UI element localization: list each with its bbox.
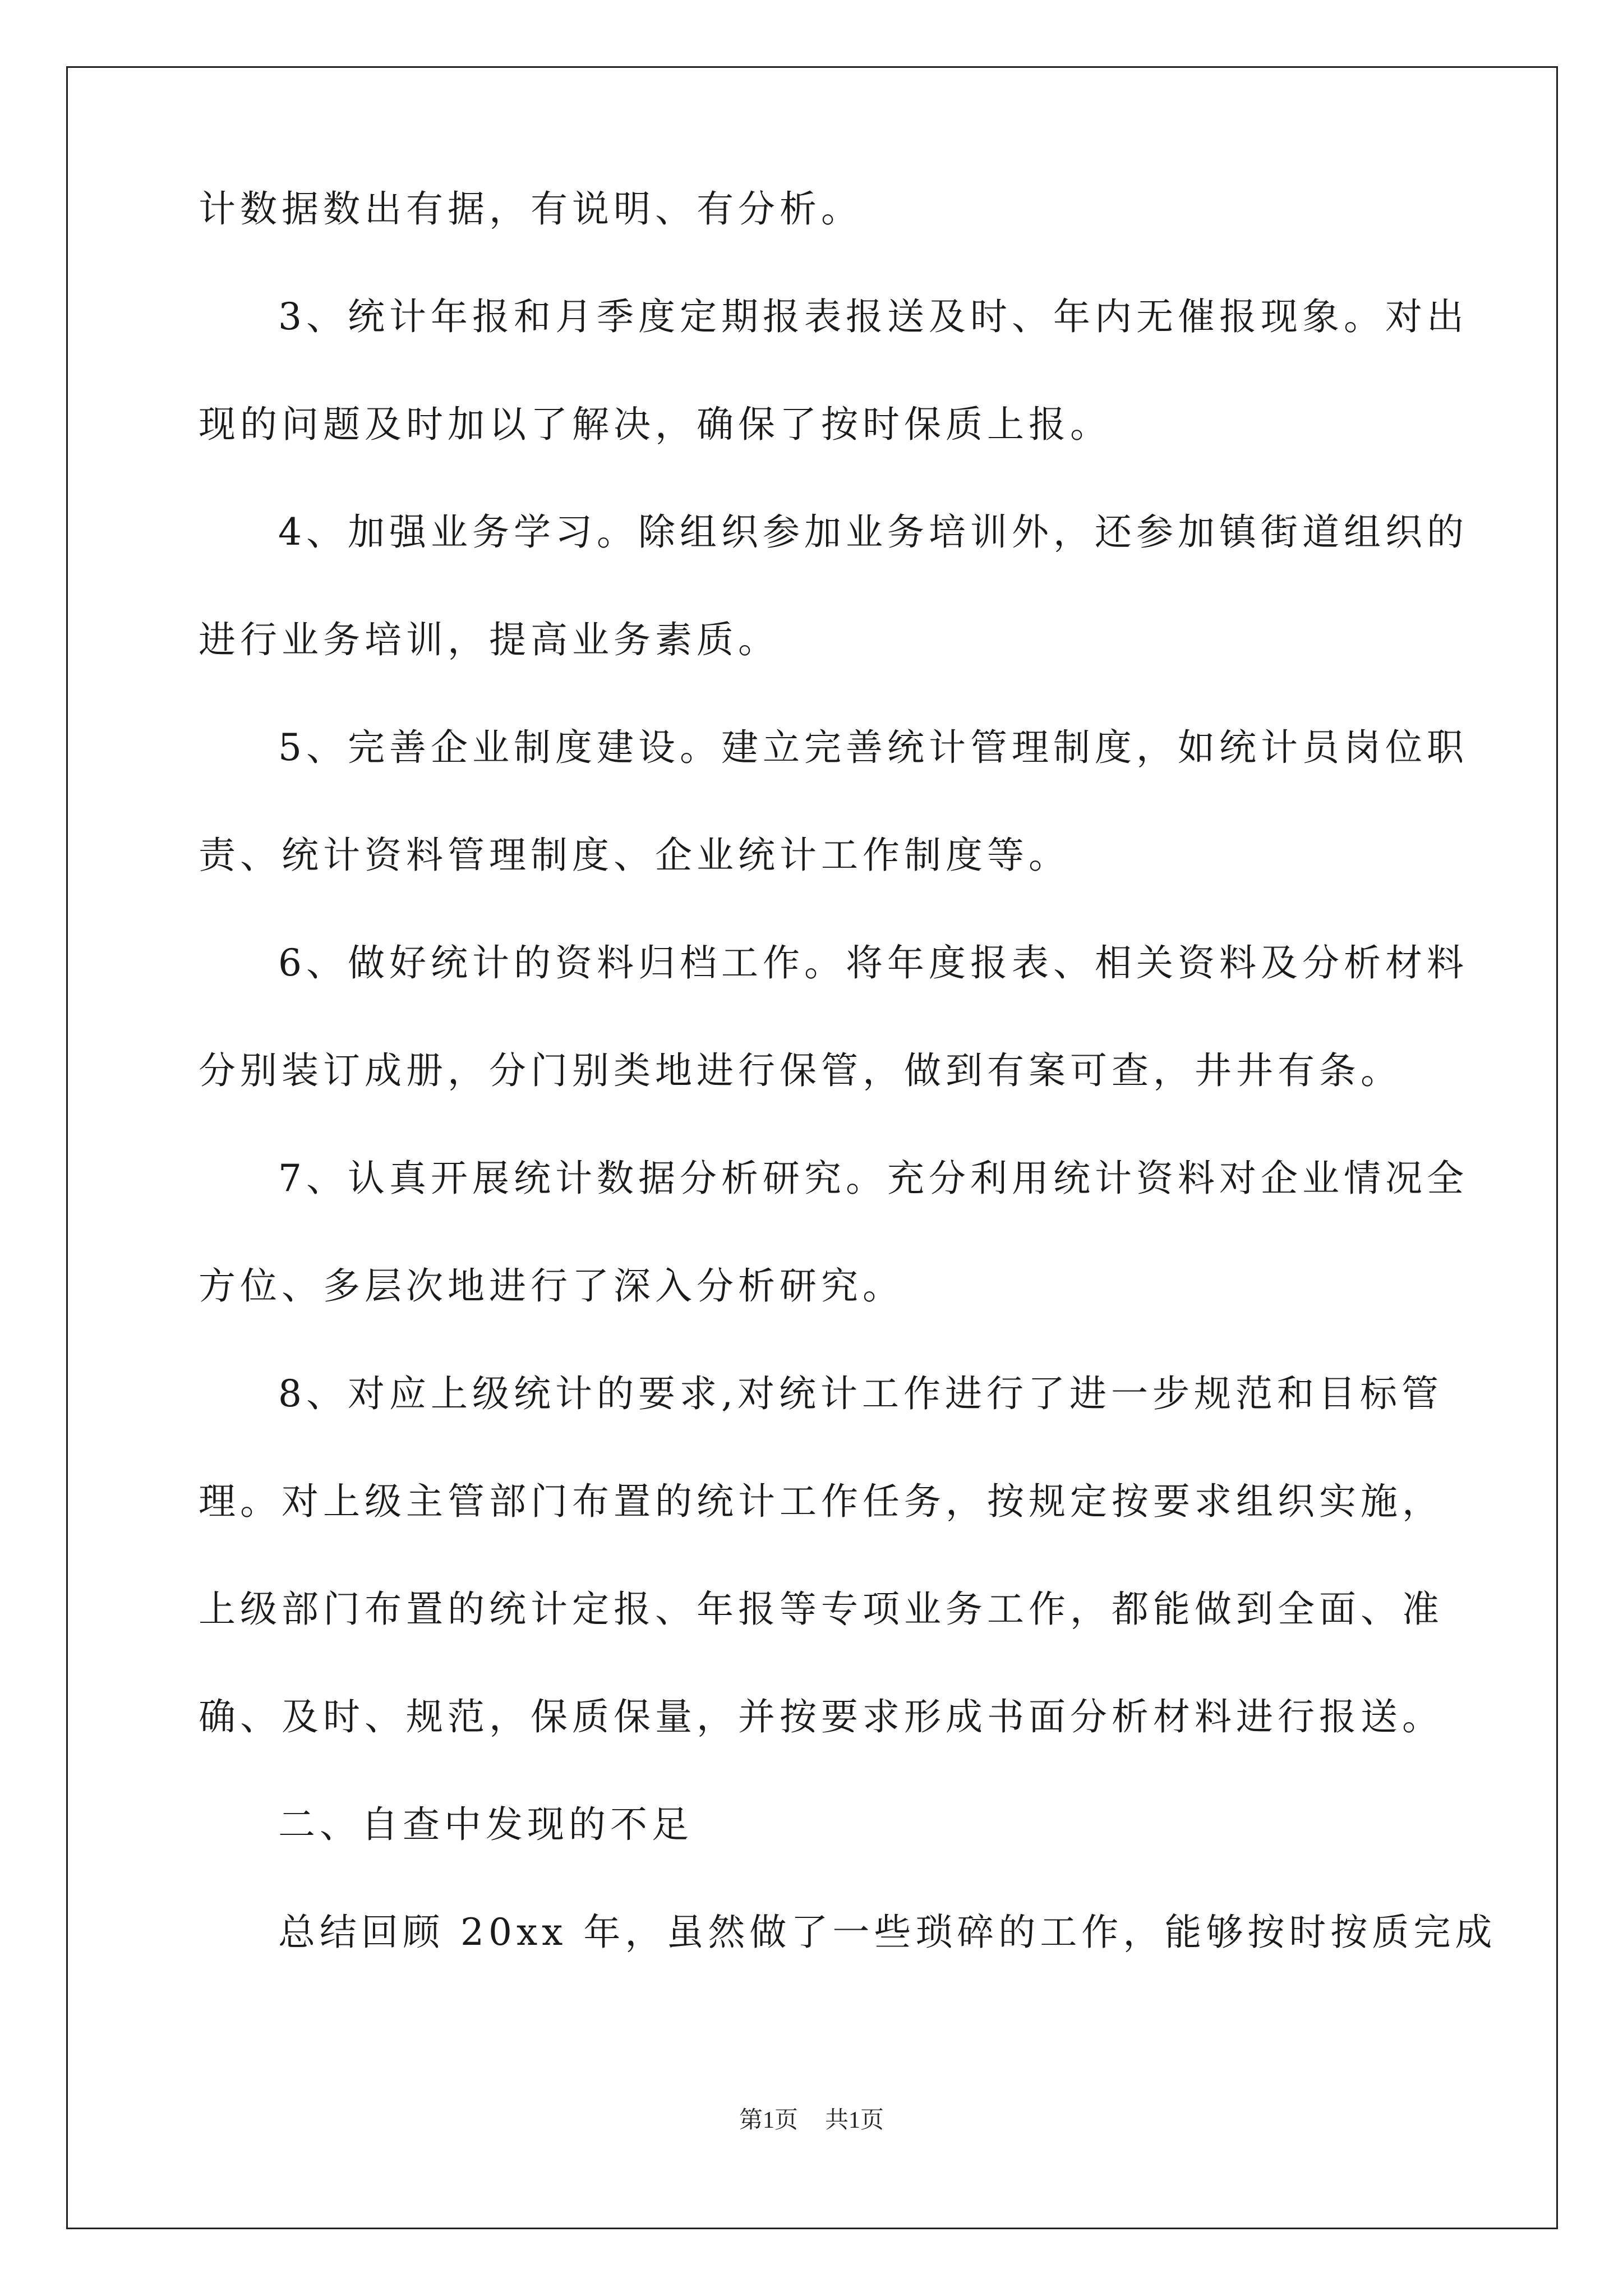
text-line-10: 7、认真开展统计数据分析研究。充分利用统计资料对企业情况全: [278, 1157, 1468, 1200]
text-line-4: 4、加强业务学习。除组织参加业务培训外，还参加镇街道组织的: [278, 510, 1468, 554]
text-line-1: 计数据数出有据，有说明、有分析。: [199, 187, 863, 231]
text-line-6: 5、完善企业制度建设。建立完善统计管理制度，如统计员岗位职: [278, 726, 1468, 769]
text-line-12: 8、对应上级统计的要求,对统计工作进行了进一步规范和目标管: [278, 1372, 1443, 1415]
section-heading: 二、自查中发现的不足: [278, 1803, 693, 1846]
text-line-9: 分别装订成册，分门别类地进行保管，做到有案可查，井井有条。: [199, 1049, 1402, 1092]
text-line-14: 上级部门布置的统计定报、年报等专项业务工作，都能做到全面、准: [199, 1588, 1444, 1631]
document-body: [199, 187, 1497, 2022]
text-line-3: 现的问题及时加以了解决，确保了按时保质上报。: [199, 403, 1112, 446]
text-line-17: 总结回顾 20xx 年，虽然做了一些琐碎的工作，能够按时按质完成: [278, 1911, 1497, 1954]
text-line-8: 6、做好统计的资料归档工作。将年度报表、相关资料及分析材料: [278, 941, 1468, 984]
page-total: 共1页: [825, 2108, 884, 2133]
text-line-2: 3、统计年报和月季度定期报表报送及时、年内无催报现象。对出: [278, 295, 1468, 338]
text-line-7: 责、统计资料管理制度、企业统计工作制度等。: [199, 834, 1070, 877]
text-line-11: 方位、多层次地进行了深入分析研究。: [199, 1264, 904, 1308]
text-line-13: 理。对上级主管部门布置的统计工作任务，按规定按要求组织实施，: [199, 1480, 1444, 1523]
text-line-5: 进行业务培训，提高业务素质。: [199, 618, 780, 661]
text-line-15: 确、及时、规范，保质保量，并按要求形成书面分析材料进行报送。: [199, 1695, 1444, 1738]
page-number: 第1页: [739, 2108, 798, 2133]
page-footer: [0, 2107, 1623, 2134]
